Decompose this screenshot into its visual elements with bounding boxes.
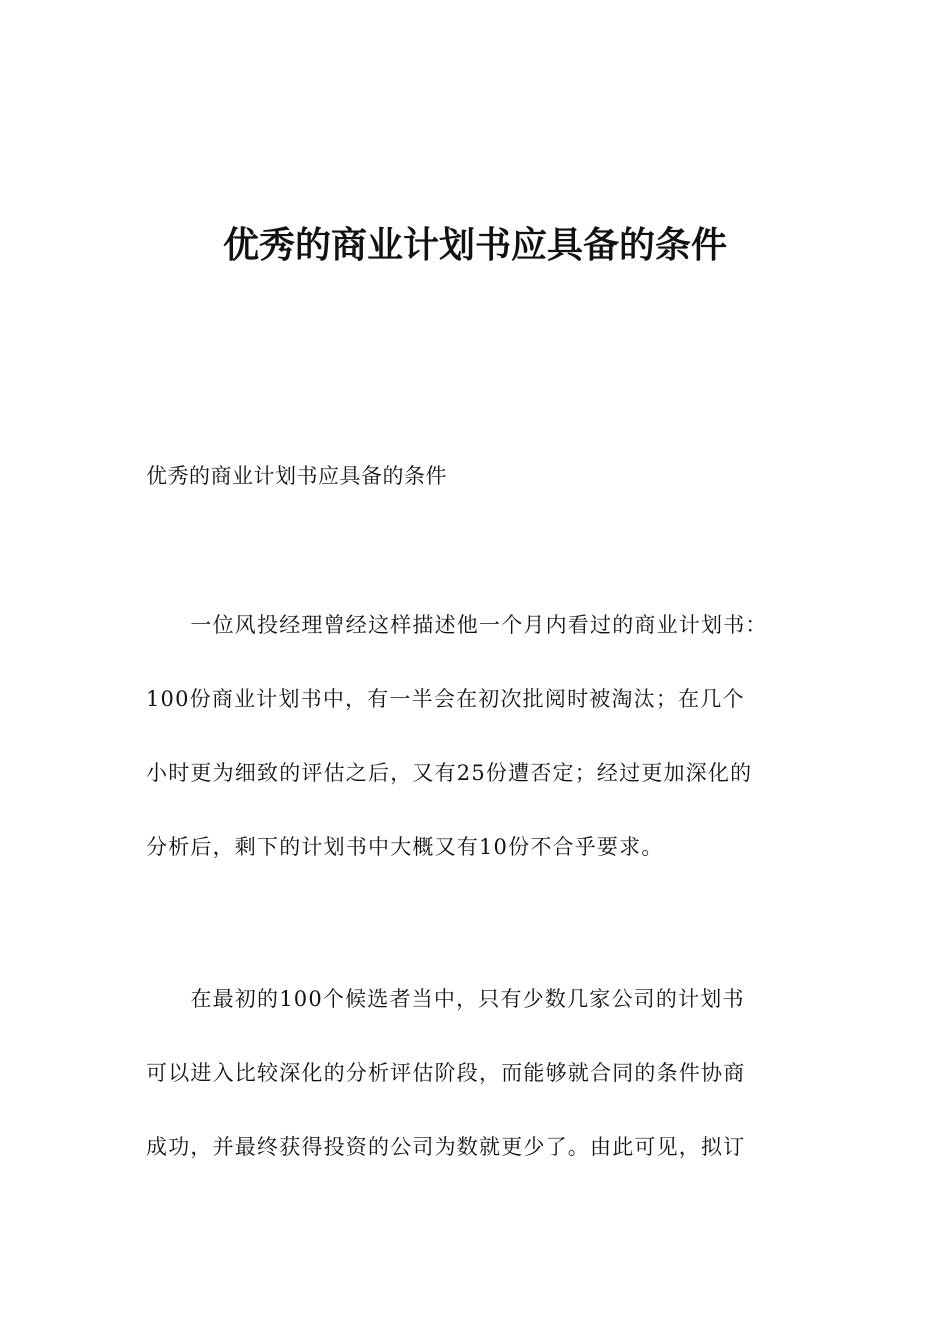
paragraph-line: 在最初的100个候选者当中，只有少数几家公司的计划书 xyxy=(146,987,745,1011)
paragraph-line: 小时更为细致的评估之后，又有25份遭否定；经过更加深化的 xyxy=(146,761,753,785)
paragraph-2 xyxy=(146,983,806,1205)
paragraph-line: 一位风投经理曾经这样描述他一个月内看过的商业计划书： xyxy=(146,613,768,637)
paragraph-line: 分析后，剩下的计划书中大概又有10份不合乎要求。 xyxy=(146,835,664,859)
document-subtitle: 优秀的商业计划书应具备的条件 xyxy=(146,464,447,488)
paragraph-1 xyxy=(146,609,806,905)
document-title: 优秀的商业计划书应具备的条件 xyxy=(222,225,727,266)
paragraph-line: 可以进入比较深化的分析评估阶段，而能够就合同的条件协商 xyxy=(146,1061,746,1085)
paragraph-line: 100份商业计划书中，有一半会在初次批阅时被淘汰；在几个 xyxy=(146,687,745,711)
paragraph-line: 成功，并最终获得投资的公司为数就更少了。由此可见，拟订 xyxy=(146,1135,746,1159)
